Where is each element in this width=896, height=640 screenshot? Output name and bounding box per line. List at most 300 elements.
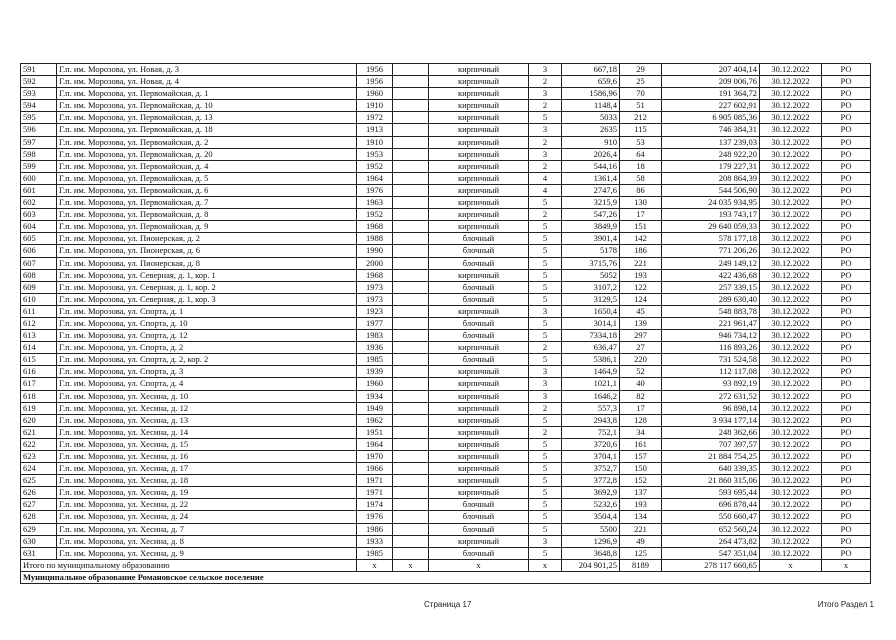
date-cell: 30.12.2022: [760, 184, 822, 196]
page-number: Страница 17: [424, 600, 472, 609]
address-cell: Г.п. им. Морозова, ул. Первомайская, д. 20: [57, 148, 357, 160]
date-cell: 30.12.2022: [760, 257, 822, 269]
date-cell: 30.12.2022: [760, 402, 822, 414]
row-number-cell: 608: [21, 269, 57, 281]
row-number-cell: 626: [21, 487, 57, 499]
year-built-cell: 1952: [357, 160, 393, 172]
date-cell: 30.12.2022: [760, 366, 822, 378]
amount-cell: 578 177,18: [662, 233, 760, 245]
wall-material-cell: кирпичный: [429, 124, 529, 136]
extra-cell-cell: [393, 305, 429, 317]
amount-cell: 548 883,78: [662, 305, 760, 317]
address-cell: Г.п. им. Морозова, ул. Первомайская, д. 2: [57, 136, 357, 148]
code-cell: РО: [822, 136, 871, 148]
floors-cell: 3: [529, 64, 562, 76]
address-cell: Г.п. им. Морозова, ул. Новая, д. 3: [57, 64, 357, 76]
residents-cell: 49: [620, 535, 662, 547]
amount-cell: 640 339,35: [662, 463, 760, 475]
year-built-cell: 1951: [357, 426, 393, 438]
register-body: [21, 64, 871, 584]
year-built-cell: 1910: [357, 100, 393, 112]
address-cell: Г.п. им. Морозова, ул. Спорта, д. 3: [57, 366, 357, 378]
residents-cell: 27: [620, 342, 662, 354]
address-cell: Г.п. им. Морозова, ул. Пионерская, д. 2: [57, 233, 357, 245]
row-number-cell: 610: [21, 293, 57, 305]
table-row: [21, 148, 871, 160]
date-cell: 30.12.2022: [760, 112, 822, 124]
extra-cell-cell: [393, 124, 429, 136]
amount-cell: 248 922,20: [662, 148, 760, 160]
code-cell: РО: [822, 463, 871, 475]
residents-cell: 157: [620, 451, 662, 463]
amount-cell: 652 560,24: [662, 523, 760, 535]
floors-cell: 5: [529, 511, 562, 523]
address-cell: Г.п. им. Морозова, ул. Первомайская, д. 6: [57, 184, 357, 196]
residents-cell: 40: [620, 378, 662, 390]
code-cell: РО: [822, 487, 871, 499]
row-number-cell: 599: [21, 160, 57, 172]
extra-cell-cell: [393, 233, 429, 245]
address-cell: Г.п. им. Морозова, ул. Хесина, д. 16: [57, 451, 357, 463]
date-cell: 30.12.2022: [760, 523, 822, 535]
code-cell: РО: [822, 209, 871, 221]
code-cell: РО: [822, 76, 871, 88]
code-cell: РО: [822, 330, 871, 342]
residents-cell: 82: [620, 390, 662, 402]
table-row: [21, 414, 871, 426]
table-row: [21, 233, 871, 245]
residents-cell: 17: [620, 209, 662, 221]
area-cell: 2747,6: [562, 184, 620, 196]
date-cell: 30.12.2022: [760, 378, 822, 390]
date-cell: 30.12.2022: [760, 330, 822, 342]
extra-cell-cell: [393, 547, 429, 559]
year-built-cell: 1977: [357, 317, 393, 329]
address-cell: Г.п. им. Морозова, ул. Хесина, д. 13: [57, 414, 357, 426]
address-cell: Г.п. им. Морозова, ул. Первомайская, д. 7: [57, 197, 357, 209]
wall-material-cell: блочный: [429, 233, 529, 245]
extra-cell-cell: [393, 88, 429, 100]
extra-cell-cell: [393, 317, 429, 329]
row-number-cell: 598: [21, 148, 57, 160]
date-cell: 30.12.2022: [760, 342, 822, 354]
code-cell: РО: [822, 523, 871, 535]
section-heading: Муниципальное образование Романовское сельское поселение: [21, 571, 871, 583]
total-cell: х: [529, 559, 562, 571]
wall-material-cell: кирпичный: [429, 160, 529, 172]
address-cell: Г.п. им. Морозова, ул. Спорта, д. 1: [57, 305, 357, 317]
address-cell: Г.п. им. Морозова, ул. Хесина, д. 7: [57, 523, 357, 535]
floors-cell: 3: [529, 390, 562, 402]
code-cell: РО: [822, 184, 871, 196]
table-row: [21, 523, 871, 535]
residents-cell: 17: [620, 402, 662, 414]
floors-cell: 2: [529, 160, 562, 172]
year-built-cell: 1952: [357, 209, 393, 221]
date-cell: 30.12.2022: [760, 487, 822, 499]
row-number-cell: 597: [21, 136, 57, 148]
date-cell: 30.12.2022: [760, 64, 822, 76]
amount-cell: 193 743,17: [662, 209, 760, 221]
floors-cell: 2: [529, 402, 562, 414]
floors-cell: 5: [529, 330, 562, 342]
wall-material-cell: кирпичный: [429, 366, 529, 378]
year-built-cell: 1976: [357, 184, 393, 196]
code-cell: РО: [822, 233, 871, 245]
extra-cell-cell: [393, 197, 429, 209]
year-built-cell: 1962: [357, 414, 393, 426]
row-number-cell: 620: [21, 414, 57, 426]
table-row: [21, 100, 871, 112]
row-number-cell: 631: [21, 547, 57, 559]
extra-cell-cell: [393, 511, 429, 523]
floors-cell: 5: [529, 438, 562, 450]
row-number-cell: 623: [21, 451, 57, 463]
year-built-cell: 1960: [357, 378, 393, 390]
row-number-cell: 613: [21, 330, 57, 342]
amount-cell: 550 660,47: [662, 511, 760, 523]
residents-cell: 122: [620, 281, 662, 293]
code-cell: РО: [822, 172, 871, 184]
residents-cell: 212: [620, 112, 662, 124]
date-cell: 30.12.2022: [760, 547, 822, 559]
area-cell: 3107,2: [562, 281, 620, 293]
table-row: [21, 76, 871, 88]
floors-cell: 5: [529, 293, 562, 305]
residents-cell: 134: [620, 511, 662, 523]
row-number-cell: 614: [21, 342, 57, 354]
register-table: [20, 63, 871, 584]
code-cell: РО: [822, 414, 871, 426]
extra-cell-cell: [393, 221, 429, 233]
extra-cell-cell: [393, 390, 429, 402]
row-number-cell: 596: [21, 124, 57, 136]
code-cell: РО: [822, 317, 871, 329]
residents-cell: 297: [620, 330, 662, 342]
date-cell: 30.12.2022: [760, 354, 822, 366]
area-cell: 3720,6: [562, 438, 620, 450]
address-cell: Г.п. им. Морозова, ул. Хесина, д. 15: [57, 438, 357, 450]
row-number-cell: 595: [21, 112, 57, 124]
date-cell: 30.12.2022: [760, 293, 822, 305]
extra-cell-cell: [393, 269, 429, 281]
year-built-cell: 2000: [357, 257, 393, 269]
year-built-cell: 1973: [357, 281, 393, 293]
row-number-cell: 630: [21, 535, 57, 547]
address-cell: Г.п. им. Морозова, ул. Спорта, д. 4: [57, 378, 357, 390]
extra-cell-cell: [393, 76, 429, 88]
area-cell: 3504,4: [562, 511, 620, 523]
address-cell: Г.п. им. Морозова, ул. Хесина, д. 22: [57, 499, 357, 511]
area-cell: 3129,5: [562, 293, 620, 305]
row-number-cell: 617: [21, 378, 57, 390]
area-cell: 1361,4: [562, 172, 620, 184]
address-cell: Г.п. им. Морозова, ул. Первомайская, д. 4: [57, 160, 357, 172]
row-number-cell: 621: [21, 426, 57, 438]
amount-cell: 116 893,26: [662, 342, 760, 354]
residents-cell: 161: [620, 438, 662, 450]
date-cell: 30.12.2022: [760, 136, 822, 148]
area-cell: 752,1: [562, 426, 620, 438]
wall-material-cell: кирпичный: [429, 148, 529, 160]
residents-cell: 139: [620, 317, 662, 329]
wall-material-cell: кирпичный: [429, 426, 529, 438]
amount-cell: 21 860 315,06: [662, 475, 760, 487]
area-cell: 3752,7: [562, 463, 620, 475]
row-number-cell: 625: [21, 475, 57, 487]
residents-cell: 128: [620, 414, 662, 426]
extra-cell-cell: [393, 463, 429, 475]
year-built-cell: 1985: [357, 354, 393, 366]
wall-material-cell: блочный: [429, 317, 529, 329]
extra-cell-cell: [393, 136, 429, 148]
date-cell: 30.12.2022: [760, 269, 822, 281]
date-cell: 30.12.2022: [760, 124, 822, 136]
table-row: [21, 245, 871, 257]
total-cell: 204 901,25: [562, 559, 620, 571]
extra-cell-cell: [393, 160, 429, 172]
wall-material-cell: блочный: [429, 511, 529, 523]
table-row: [21, 257, 871, 269]
wall-material-cell: кирпичный: [429, 221, 529, 233]
year-built-cell: 1971: [357, 475, 393, 487]
code-cell: РО: [822, 547, 871, 559]
year-built-cell: 1964: [357, 172, 393, 184]
amount-cell: 21 884 754,25: [662, 451, 760, 463]
floors-cell: 5: [529, 354, 562, 366]
area-cell: 5178: [562, 245, 620, 257]
wall-material-cell: блочный: [429, 499, 529, 511]
table-row: [21, 330, 871, 342]
code-cell: РО: [822, 402, 871, 414]
wall-material-cell: кирпичный: [429, 136, 529, 148]
wall-material-cell: кирпичный: [429, 172, 529, 184]
table-row: [21, 317, 871, 329]
area-cell: 636,47: [562, 342, 620, 354]
code-cell: РО: [822, 499, 871, 511]
amount-cell: 179 227,31: [662, 160, 760, 172]
table-row: [21, 354, 871, 366]
amount-cell: 209 006,76: [662, 76, 760, 88]
area-cell: 3014,1: [562, 317, 620, 329]
area-cell: 557,3: [562, 402, 620, 414]
wall-material-cell: кирпичный: [429, 209, 529, 221]
extra-cell-cell: [393, 366, 429, 378]
row-number-cell: 616: [21, 366, 57, 378]
address-cell: Г.п. им. Морозова, ул. Первомайская, д. 8: [57, 209, 357, 221]
amount-cell: 946 734,12: [662, 330, 760, 342]
date-cell: 30.12.2022: [760, 451, 822, 463]
table-row: [21, 221, 871, 233]
year-built-cell: 1913: [357, 124, 393, 136]
address-cell: Г.п. им. Морозова, ул. Спорта, д. 2: [57, 342, 357, 354]
code-cell: РО: [822, 64, 871, 76]
residents-cell: 193: [620, 499, 662, 511]
extra-cell-cell: [393, 184, 429, 196]
extra-cell-cell: [393, 100, 429, 112]
table-row: [21, 463, 871, 475]
floors-cell: 5: [529, 547, 562, 559]
amount-cell: 248 362,66: [662, 426, 760, 438]
extra-cell-cell: [393, 148, 429, 160]
area-cell: 5386,1: [562, 354, 620, 366]
wall-material-cell: кирпичный: [429, 112, 529, 124]
year-built-cell: 1936: [357, 342, 393, 354]
floors-cell: 3: [529, 88, 562, 100]
wall-material-cell: блочный: [429, 245, 529, 257]
extra-cell-cell: [393, 64, 429, 76]
extra-cell-cell: [393, 535, 429, 547]
year-built-cell: 1976: [357, 511, 393, 523]
area-cell: 3849,9: [562, 221, 620, 233]
table-row: [21, 475, 871, 487]
wall-material-cell: кирпичный: [429, 342, 529, 354]
wall-material-cell: кирпичный: [429, 402, 529, 414]
floors-cell: 2: [529, 426, 562, 438]
address-cell: Г.п. им. Морозова, ул. Хесина, д. 12: [57, 402, 357, 414]
row-number-cell: 612: [21, 317, 57, 329]
row-number-cell: 606: [21, 245, 57, 257]
date-cell: 30.12.2022: [760, 197, 822, 209]
code-cell: РО: [822, 281, 871, 293]
residents-cell: 124: [620, 293, 662, 305]
table-row: [21, 172, 871, 184]
row-number-cell: 591: [21, 64, 57, 76]
date-cell: 30.12.2022: [760, 100, 822, 112]
amount-cell: 707 397,57: [662, 438, 760, 450]
area-cell: 2943,8: [562, 414, 620, 426]
residents-cell: 18: [620, 160, 662, 172]
extra-cell-cell: [393, 378, 429, 390]
table-row: [21, 64, 871, 76]
row-number-cell: 611: [21, 305, 57, 317]
amount-cell: 207 404,14: [662, 64, 760, 76]
wall-material-cell: кирпичный: [429, 305, 529, 317]
floors-cell: 3: [529, 305, 562, 317]
area-cell: 1296,9: [562, 535, 620, 547]
residents-cell: 151: [620, 221, 662, 233]
year-built-cell: 1933: [357, 535, 393, 547]
date-cell: 30.12.2022: [760, 209, 822, 221]
amount-cell: 29 640 059,33: [662, 221, 760, 233]
residents-cell: 34: [620, 426, 662, 438]
year-built-cell: 1988: [357, 233, 393, 245]
address-cell: Г.п. им. Морозова, ул. Северная, д. 1, кор. 3: [57, 293, 357, 305]
year-built-cell: 1964: [357, 438, 393, 450]
row-number-cell: 603: [21, 209, 57, 221]
floors-cell: 5: [529, 499, 562, 511]
code-cell: РО: [822, 426, 871, 438]
wall-material-cell: кирпичный: [429, 378, 529, 390]
amount-cell: 272 631,52: [662, 390, 760, 402]
year-built-cell: 1985: [357, 547, 393, 559]
wall-material-cell: блочный: [429, 293, 529, 305]
wall-material-cell: кирпичный: [429, 451, 529, 463]
address-cell: Г.п. им. Морозова, ул. Северная, д. 1, кор. 1: [57, 269, 357, 281]
residents-cell: 193: [620, 269, 662, 281]
code-cell: РО: [822, 124, 871, 136]
area-cell: 910: [562, 136, 620, 148]
year-built-cell: 1949: [357, 402, 393, 414]
residents-cell: 25: [620, 76, 662, 88]
floors-cell: 5: [529, 245, 562, 257]
date-cell: 30.12.2022: [760, 245, 822, 257]
area-cell: 5052: [562, 269, 620, 281]
floors-cell: 5: [529, 463, 562, 475]
year-built-cell: 1968: [357, 269, 393, 281]
extra-cell-cell: [393, 438, 429, 450]
wall-material-cell: блочный: [429, 257, 529, 269]
wall-material-cell: кирпичный: [429, 269, 529, 281]
amount-cell: 227 602,91: [662, 100, 760, 112]
code-cell: РО: [822, 160, 871, 172]
date-cell: 30.12.2022: [760, 160, 822, 172]
table-row: [21, 535, 871, 547]
row-number-cell: 624: [21, 463, 57, 475]
amount-cell: 289 630,40: [662, 293, 760, 305]
residents-cell: 53: [620, 136, 662, 148]
code-cell: РО: [822, 305, 871, 317]
year-built-cell: 1968: [357, 221, 393, 233]
floors-cell: 3: [529, 535, 562, 547]
table-row: [21, 426, 871, 438]
total-cell: х: [357, 559, 393, 571]
area-cell: 1646,2: [562, 390, 620, 402]
code-cell: РО: [822, 378, 871, 390]
amount-cell: 746 384,31: [662, 124, 760, 136]
table-row: [21, 124, 871, 136]
residents-cell: 45: [620, 305, 662, 317]
area-cell: 3715,76: [562, 257, 620, 269]
wall-material-cell: кирпичный: [429, 487, 529, 499]
table-row: [21, 511, 871, 523]
area-cell: 3692,9: [562, 487, 620, 499]
area-cell: 667,18: [562, 64, 620, 76]
code-cell: РО: [822, 366, 871, 378]
row-number-cell: 618: [21, 390, 57, 402]
amount-cell: 3 934 177,14: [662, 414, 760, 426]
floors-cell: 4: [529, 172, 562, 184]
floors-cell: 3: [529, 148, 562, 160]
table-row: [21, 88, 871, 100]
year-built-cell: 1953: [357, 148, 393, 160]
code-cell: РО: [822, 88, 871, 100]
row-number-cell: 619: [21, 402, 57, 414]
table-row: [21, 402, 871, 414]
year-built-cell: 1983: [357, 330, 393, 342]
extra-cell-cell: [393, 354, 429, 366]
residents-cell: 152: [620, 475, 662, 487]
floors-cell: 4: [529, 184, 562, 196]
total-row: [21, 559, 871, 571]
floors-cell: 5: [529, 475, 562, 487]
code-cell: РО: [822, 293, 871, 305]
floors-cell: 5: [529, 487, 562, 499]
code-cell: РО: [822, 245, 871, 257]
year-built-cell: 1986: [357, 523, 393, 535]
residents-cell: 58: [620, 172, 662, 184]
date-cell: 30.12.2022: [760, 172, 822, 184]
address-cell: Г.п. им. Морозова, ул. Спорта, д. 12: [57, 330, 357, 342]
date-cell: 30.12.2022: [760, 463, 822, 475]
floors-cell: 3: [529, 378, 562, 390]
table-row: [21, 293, 871, 305]
total-cell: х: [760, 559, 822, 571]
date-cell: 30.12.2022: [760, 317, 822, 329]
address-cell: Г.п. им. Морозова, ул. Новая, д. 4: [57, 76, 357, 88]
code-cell: РО: [822, 197, 871, 209]
area-cell: 1021,1: [562, 378, 620, 390]
